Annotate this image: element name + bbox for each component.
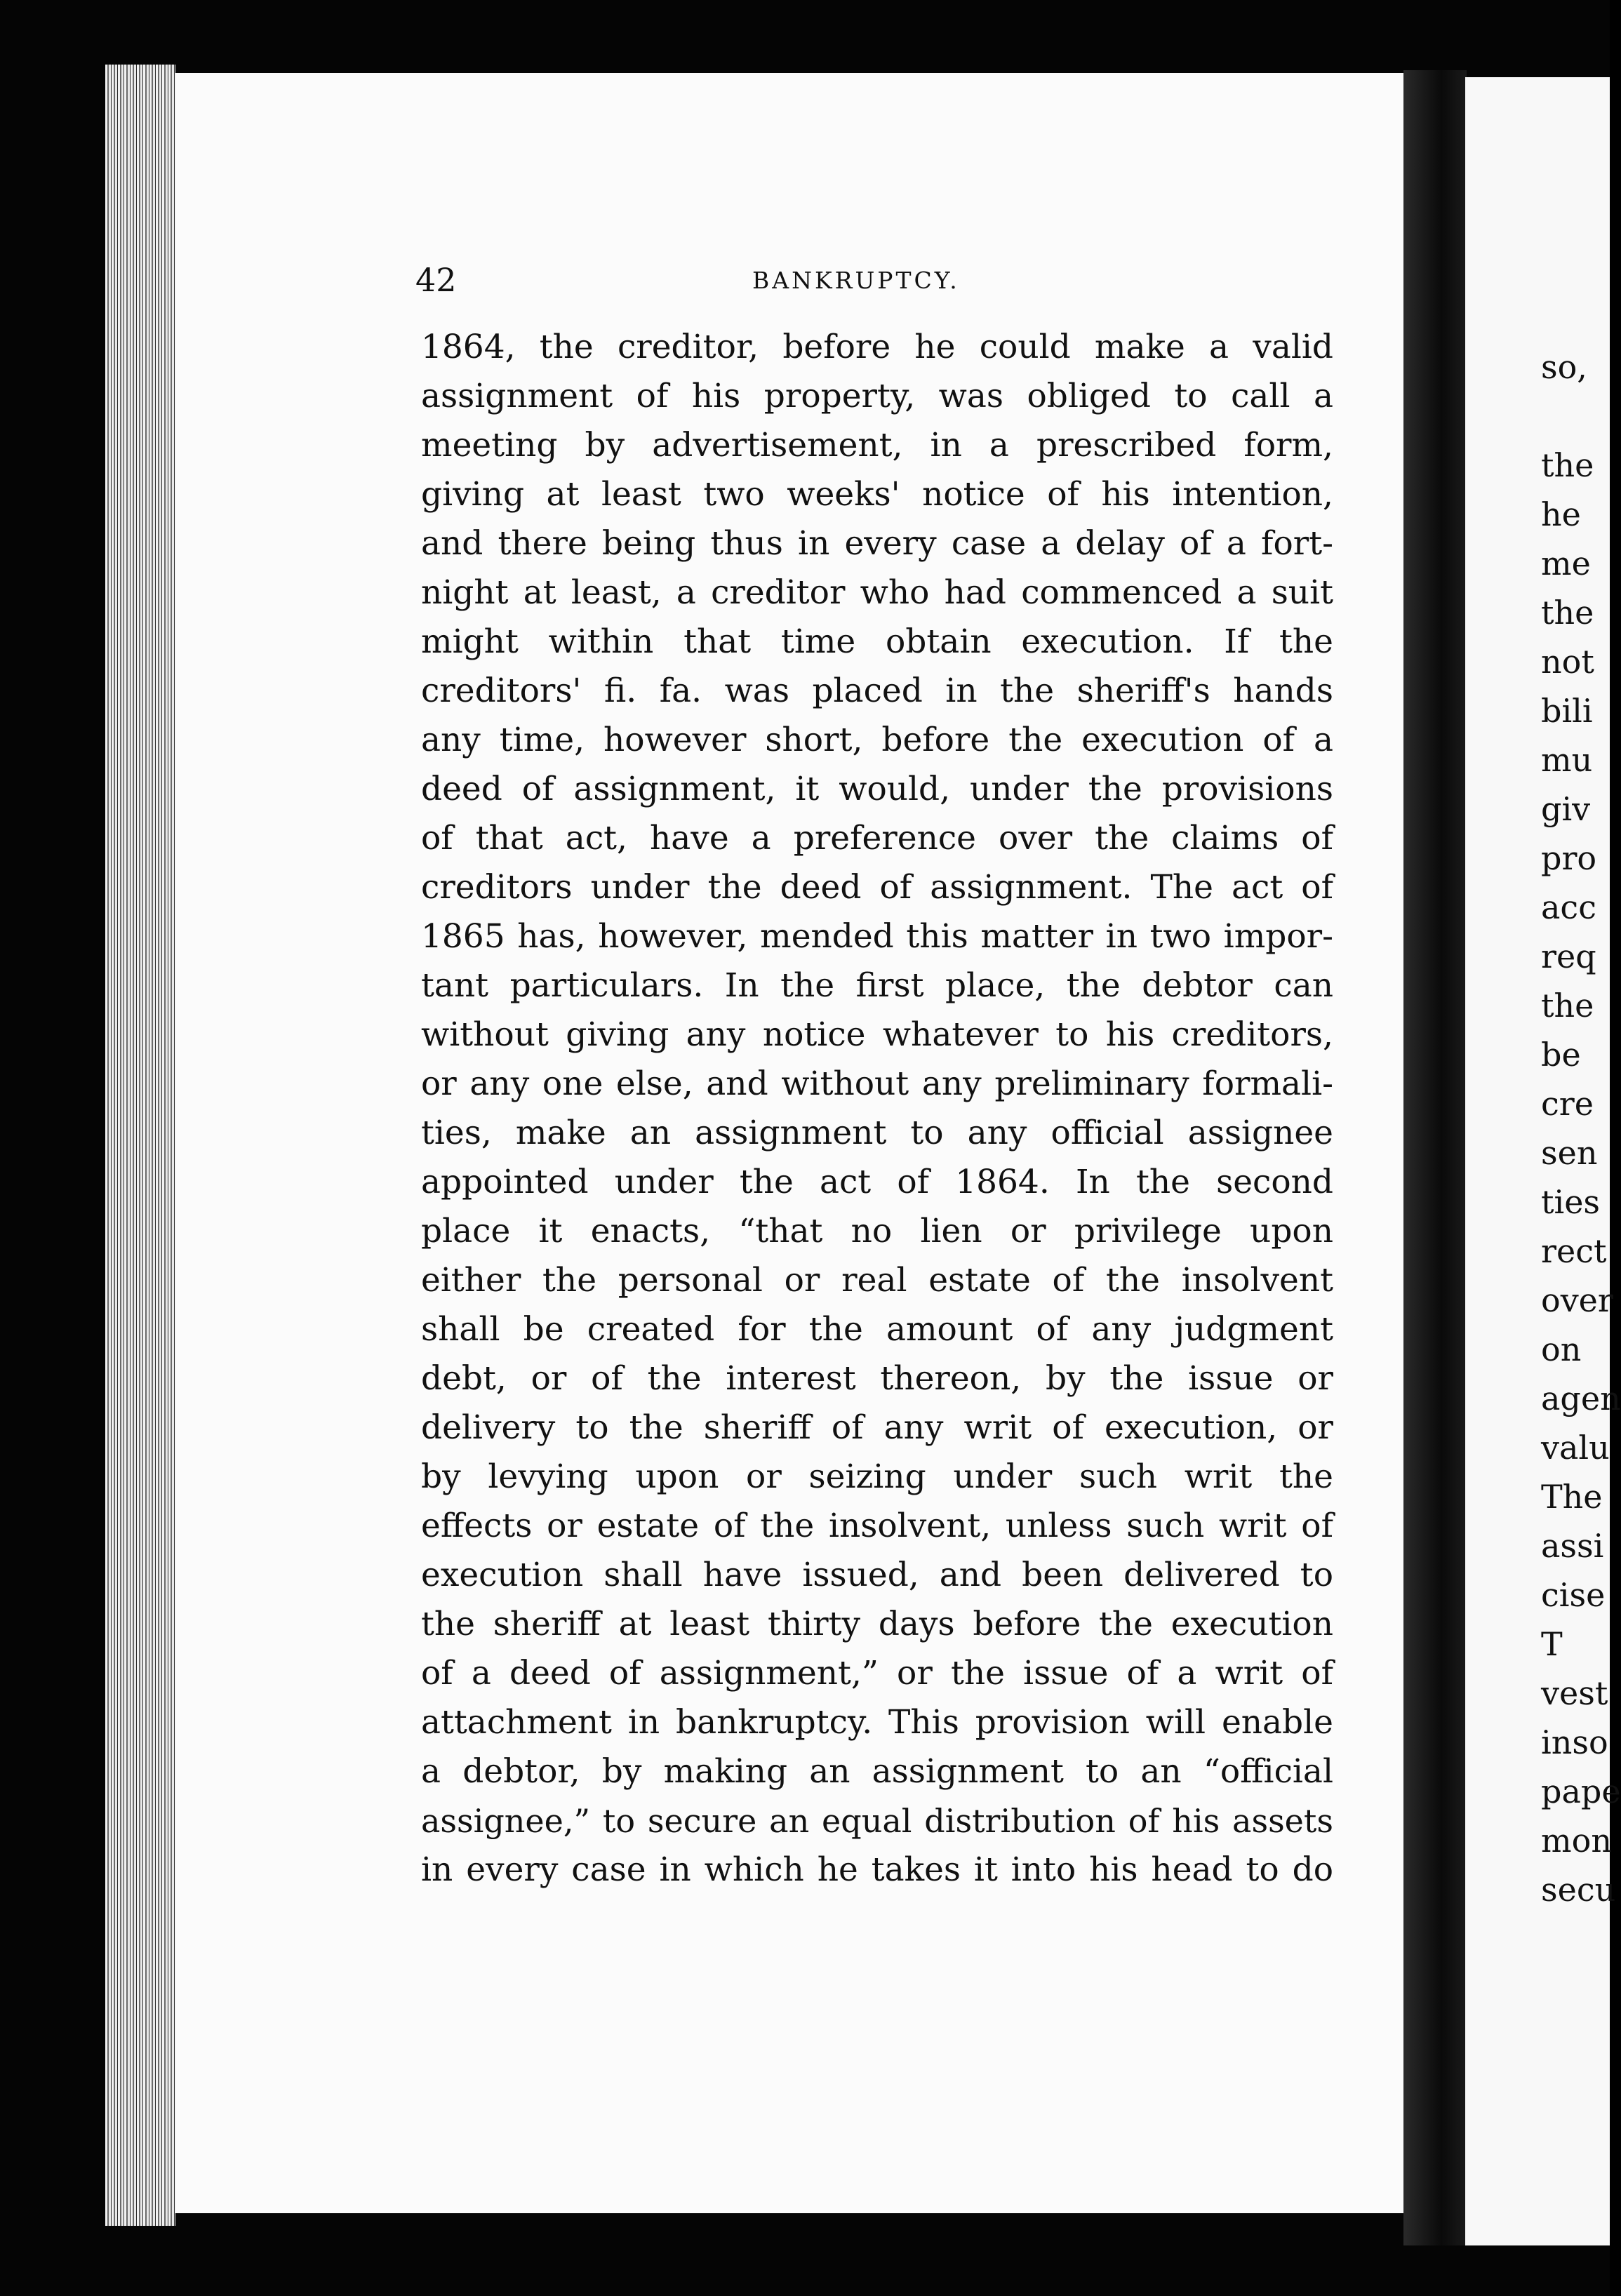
right-fragment: the bbox=[1541, 987, 1594, 1024]
running-head-title: BANKRUPTCY. bbox=[752, 267, 960, 294]
text-line: night at least, a creditor who had commenced a suit bbox=[421, 573, 1333, 612]
text-line: giving at least two weeks' notice of his intention, bbox=[421, 475, 1333, 514]
text-line: assignment of his property, was obliged to call a bbox=[421, 377, 1333, 415]
text-line: and there being thus in every case a delay of a fort- bbox=[421, 524, 1333, 563]
right-page-text-fragments bbox=[1541, 342, 1621, 1914]
right-fragment: acc bbox=[1541, 888, 1596, 926]
right-fragment: the bbox=[1541, 446, 1594, 484]
right-fragment: on bbox=[1541, 1330, 1582, 1368]
text-line: of a deed of assignment,” or the issue of a writ of bbox=[421, 1654, 1333, 1693]
running-head bbox=[415, 261, 1307, 303]
right-fragment: vest bbox=[1541, 1674, 1608, 1712]
book-gutter bbox=[1403, 70, 1467, 2245]
text-line: 1864, the creditor, before he could make a valid bbox=[421, 328, 1333, 366]
text-line: place it enacts, “that no lien or privilege upon bbox=[421, 1212, 1333, 1250]
text-line: shall be created for the amount of any judgment bbox=[421, 1310, 1333, 1349]
right-fragment: pape bbox=[1541, 1773, 1621, 1810]
text-line: tant particulars. In the first place, the debtor can bbox=[421, 966, 1333, 1005]
text-line: 1865 has, however, mended this matter in two impor- bbox=[421, 917, 1333, 956]
text-line: a debtor, by making an assignment to an “official bbox=[421, 1752, 1333, 1791]
body-text bbox=[421, 323, 1333, 1895]
text-line: appointed under the act of 1864. In the second bbox=[421, 1163, 1333, 1201]
text-line: any time, however short, before the execution of a bbox=[421, 721, 1333, 759]
text-line: debt, or of the interest thereon, by the issue or bbox=[421, 1359, 1333, 1398]
text-line: creditors under the deed of assignment. The act of bbox=[421, 868, 1333, 907]
right-fragment: The bbox=[1541, 1478, 1603, 1516]
right-fragment: he bbox=[1541, 495, 1581, 533]
text-line: the sheriff at least thirty days before the execution bbox=[421, 1605, 1333, 1643]
text-line: in every case in which he takes it into his head to do bbox=[421, 1850, 1333, 1889]
page-number: 42 bbox=[415, 261, 457, 299]
right-fragment: cise bbox=[1541, 1576, 1606, 1614]
text-line: without giving any notice whatever to his creditors, bbox=[421, 1015, 1333, 1054]
right-fragment: ties bbox=[1541, 1183, 1601, 1221]
right-fragment: bili bbox=[1541, 692, 1593, 730]
text-line: delivery to the sheriff of any writ of execution, or bbox=[421, 1408, 1333, 1447]
right-fragment: me bbox=[1541, 545, 1591, 582]
right-fragment: giv bbox=[1541, 790, 1591, 828]
text-line: might within that time obtain execution. If the bbox=[421, 622, 1333, 661]
right-fragment: T bbox=[1541, 1625, 1563, 1663]
right-fragment: inso bbox=[1541, 1723, 1608, 1761]
right-fragment: so, bbox=[1541, 348, 1587, 386]
text-line: effects or estate of the insolvent, unless such writ of bbox=[421, 1507, 1333, 1545]
text-line: assignee,” to secure an equal distribution of his assets bbox=[421, 1802, 1333, 1840]
right-fragment: mu bbox=[1541, 741, 1593, 779]
page-fore-edge bbox=[105, 65, 175, 2226]
right-fragment: over bbox=[1541, 1281, 1613, 1319]
text-line: execution shall have issued, and been delivered to bbox=[421, 1556, 1333, 1594]
right-fragment: secu bbox=[1541, 1871, 1616, 1909]
right-fragment: cre bbox=[1541, 1085, 1594, 1123]
text-line: ties, make an assignment to any official assignee bbox=[421, 1114, 1333, 1152]
right-fragment: the bbox=[1541, 594, 1594, 632]
text-line: by levying upon or seizing under such writ the bbox=[421, 1457, 1333, 1496]
right-fragment: not bbox=[1541, 643, 1594, 681]
text-line: meeting by advertisement, in a prescribed form, bbox=[421, 426, 1333, 465]
text-line: either the personal or real estate of the insolvent bbox=[421, 1261, 1333, 1300]
text-line: of that act, have a preference over the claims of bbox=[421, 819, 1333, 857]
right-fragment: valu bbox=[1541, 1429, 1610, 1467]
right-fragment: req bbox=[1541, 937, 1596, 975]
text-line: deed of assignment, it would, under the provisions bbox=[421, 770, 1333, 808]
right-fragment: assi bbox=[1541, 1527, 1604, 1565]
right-fragment: mon bbox=[1541, 1822, 1612, 1860]
right-fragment: rect bbox=[1541, 1232, 1607, 1270]
right-fragment: agen bbox=[1541, 1380, 1621, 1417]
text-line: or any one else, and without any preliminary formali- bbox=[421, 1064, 1333, 1103]
right-fragment: be bbox=[1541, 1036, 1581, 1074]
right-fragment: pro bbox=[1541, 839, 1597, 877]
right-fragment bbox=[1541, 392, 1610, 441]
text-line: creditors' fi. fa. was placed in the sheriff's hands bbox=[421, 672, 1333, 710]
text-line: attachment in bankruptcy. This provision will enable bbox=[421, 1703, 1333, 1742]
right-fragment: sen bbox=[1541, 1134, 1598, 1172]
